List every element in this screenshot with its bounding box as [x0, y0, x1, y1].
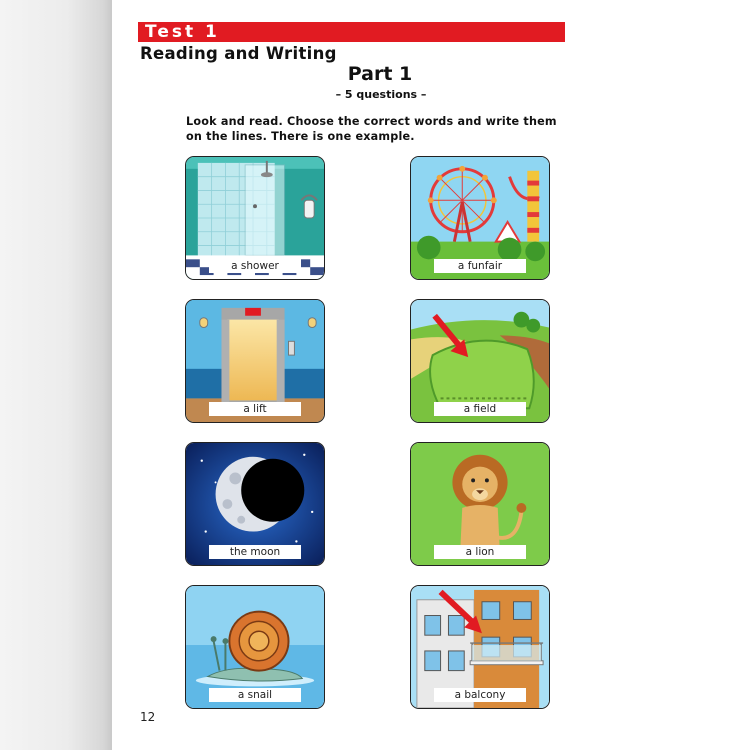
section-title: Reading and Writing	[140, 44, 337, 63]
picture-card-field	[410, 299, 550, 423]
page-number: 12	[140, 710, 156, 724]
picture-card-funfair	[410, 156, 550, 280]
picture-card-moon	[185, 442, 325, 566]
test-title: Test 1	[145, 22, 220, 42]
card-label: a balcony	[434, 688, 526, 702]
part-title: Part 1	[347, 63, 413, 85]
picture-card-snail	[185, 585, 325, 709]
picture-card-lift	[185, 299, 325, 423]
card-label: a field	[434, 402, 526, 416]
card-label: a funfair	[434, 259, 526, 273]
picture-card-lion	[410, 442, 550, 566]
card-label: a snail	[209, 688, 301, 702]
card-label: the moon	[209, 545, 301, 559]
card-label: a shower	[209, 259, 301, 273]
picture-card-balcony	[410, 585, 550, 709]
instructions: Look and read. Choose the correct words and write them on the lines. There is one example.	[186, 115, 557, 143]
picture-card-shower	[185, 156, 325, 280]
question-count: – 5 questions –	[335, 88, 427, 101]
card-label: a lion	[434, 545, 526, 559]
card-label: a lift	[209, 402, 301, 416]
book-spine-shadow	[0, 0, 112, 750]
